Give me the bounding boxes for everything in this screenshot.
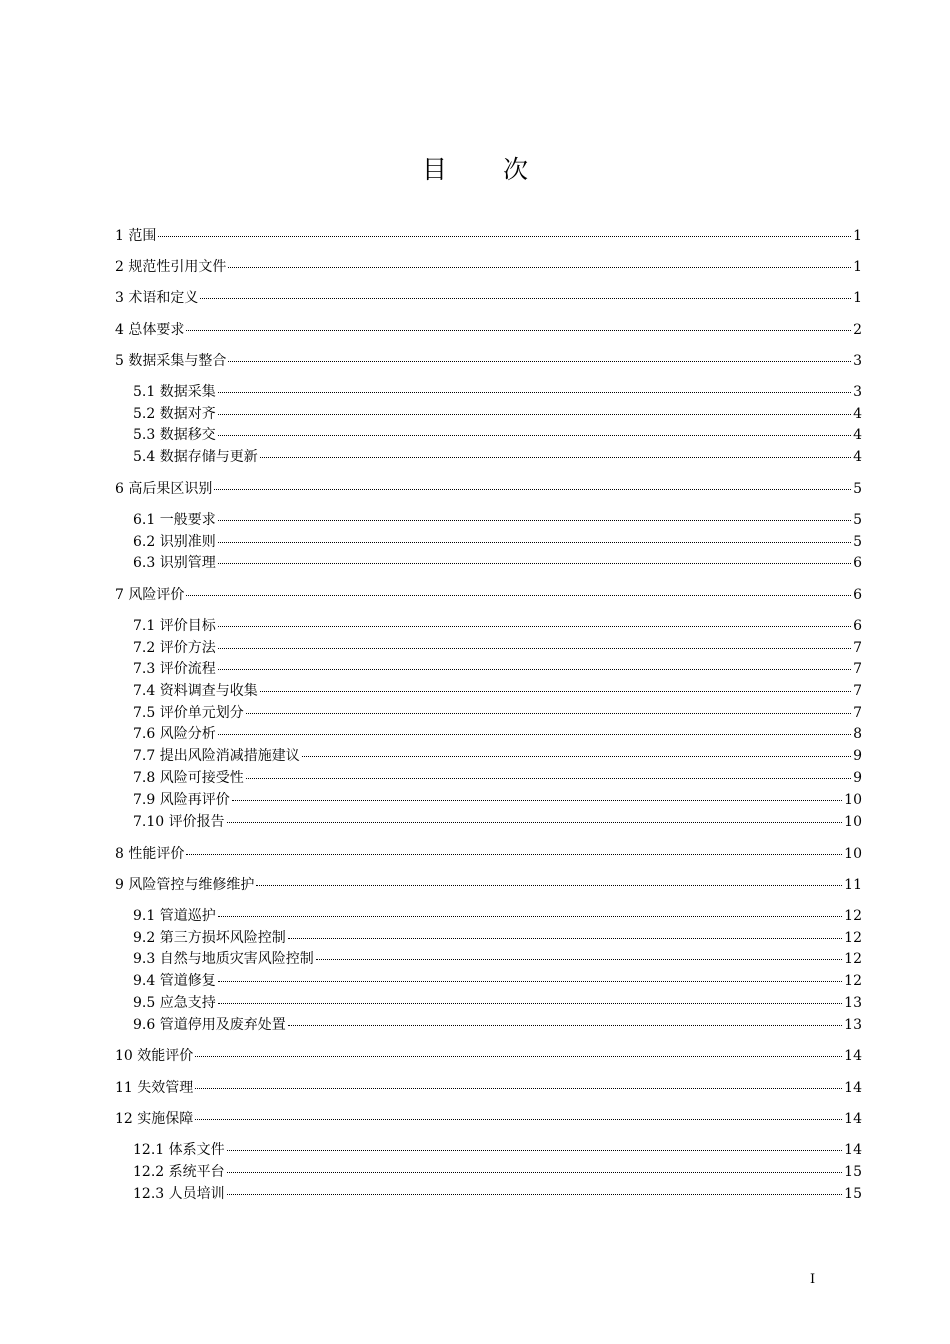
- toc-entry[interactable]: [133, 1141, 862, 1159]
- toc-entry-page: 12: [844, 951, 862, 967]
- toc-leader-dots: [218, 1003, 842, 1004]
- toc-entry-label: 5.1 数据采集: [133, 384, 216, 400]
- toc-entry[interactable]: [133, 1163, 862, 1181]
- toc-entry-page: 5: [853, 481, 862, 497]
- toc-entry-page: 9: [853, 748, 862, 764]
- page-number: I: [810, 1272, 816, 1287]
- toc-entry[interactable]: [115, 876, 862, 894]
- toc-entry-page: 8: [853, 726, 862, 742]
- toc-entry[interactable]: [115, 1110, 862, 1128]
- toc-leader-dots: [186, 595, 851, 596]
- toc-entry[interactable]: [133, 405, 862, 423]
- toc-entry-page: 10: [844, 814, 862, 830]
- toc-entry-label: 11 失效管理: [115, 1080, 194, 1096]
- toc-leader-dots: [218, 648, 851, 649]
- toc-entry[interactable]: [133, 1185, 862, 1203]
- toc-entry-label: 2 规范性引用文件: [115, 259, 227, 275]
- toc-leader-dots: [260, 691, 851, 692]
- toc-entry-label: 5.4 数据存储与更新: [133, 449, 258, 465]
- toc-entry-label: 3 术语和定义: [115, 290, 199, 306]
- toc-entry[interactable]: [133, 383, 862, 401]
- toc-leader-dots: [232, 800, 842, 801]
- toc-leader-dots: [246, 778, 851, 779]
- toc-entry-label: 9.1 管道巡护: [133, 908, 216, 924]
- toc-entry-page: 2: [853, 322, 862, 338]
- toc-entry[interactable]: [133, 725, 862, 743]
- toc-entry[interactable]: [115, 480, 862, 498]
- toc-leader-dots: [218, 520, 851, 521]
- toc-entry-label: 7.8 风险可接受性: [133, 770, 244, 786]
- toc-leader-dots: [288, 1025, 842, 1026]
- toc-entry-page: 15: [844, 1186, 862, 1202]
- toc-entry-label: 10 效能评价: [115, 1048, 194, 1064]
- toc-entry-page: 11: [844, 877, 862, 893]
- toc-leader-dots: [246, 713, 851, 714]
- toc-leader-dots: [218, 734, 851, 735]
- toc-entry-label: 5.3 数据移交: [133, 427, 216, 443]
- toc-entry-page: 4: [853, 406, 862, 422]
- toc-entry[interactable]: [133, 639, 862, 657]
- toc-entry[interactable]: [133, 704, 862, 722]
- toc-entry-label: 9.3 自然与地质灾害风险控制: [133, 951, 314, 967]
- toc-leader-dots: [218, 542, 851, 543]
- toc-entry-label: 12 实施保障: [115, 1111, 194, 1127]
- toc-entry-page: 13: [844, 995, 862, 1011]
- toc-entry[interactable]: [115, 289, 862, 307]
- toc-leader-dots: [227, 1172, 843, 1173]
- toc-entry-page: 1: [853, 290, 862, 306]
- toc-entry-label: 12.3 人员培训: [133, 1186, 225, 1202]
- toc-entry[interactable]: [133, 426, 862, 444]
- toc-entry[interactable]: [133, 554, 862, 572]
- toc-entry[interactable]: [115, 586, 862, 604]
- toc-leader-dots: [227, 1194, 843, 1195]
- toc-entry[interactable]: [133, 511, 862, 529]
- toc-entry-page: 7: [853, 661, 862, 677]
- toc-entry-page: 5: [853, 512, 862, 528]
- toc-entry-page: 15: [844, 1164, 862, 1180]
- toc-entry-page: 7: [853, 640, 862, 656]
- toc-leader-dots: [186, 330, 851, 331]
- toc-leader-dots: [302, 756, 851, 757]
- toc-leader-dots: [195, 1088, 842, 1089]
- toc-entry[interactable]: [133, 929, 862, 947]
- toc-entry-label: 12.1 体系文件: [133, 1142, 225, 1158]
- toc-leader-dots: [260, 457, 851, 458]
- toc-entry[interactable]: [115, 1079, 862, 1097]
- toc-entry-label: 7.3 评价流程: [133, 661, 216, 677]
- toc-entry-page: 4: [853, 427, 862, 443]
- toc-entry-label: 1 范围: [115, 228, 157, 244]
- toc-entry-page: 6: [853, 618, 862, 634]
- toc-leader-dots: [195, 1056, 842, 1057]
- toc-leader-dots: [227, 1150, 843, 1151]
- toc-entry-page: 7: [853, 683, 862, 699]
- toc-leader-dots: [218, 626, 851, 627]
- toc-entry-label: 8 性能评价: [115, 846, 185, 862]
- toc-entry-page: 3: [853, 353, 862, 369]
- toc-entry[interactable]: [133, 907, 862, 925]
- toc-entry-page: 12: [844, 930, 862, 946]
- toc-leader-dots: [214, 489, 851, 490]
- toc-entry-label: 7.1 评价目标: [133, 618, 216, 634]
- toc-entry[interactable]: [133, 813, 862, 831]
- toc-entry-label: 7.9 风险再评价: [133, 792, 230, 808]
- toc-entry[interactable]: [115, 352, 862, 370]
- toc-entry-page: 9: [853, 770, 862, 786]
- toc-entry[interactable]: [133, 1016, 862, 1034]
- toc-entry-page: 14: [844, 1048, 862, 1064]
- toc-entry[interactable]: [115, 321, 862, 339]
- toc-leader-dots: [227, 822, 843, 823]
- toc-leader-dots: [228, 361, 851, 362]
- toc-entry-label: 9 风险管控与维修维护: [115, 877, 255, 893]
- toc-entry-page: 13: [844, 1017, 862, 1033]
- toc-entry[interactable]: [115, 227, 862, 245]
- toc-entry-label: 7.2 评价方法: [133, 640, 216, 656]
- toc-entry-label: 9.5 应急支持: [133, 995, 216, 1011]
- toc-entry[interactable]: [115, 1047, 862, 1065]
- toc-entry-page: 10: [844, 792, 862, 808]
- toc-entry-label: 6 高后果区识别: [115, 481, 213, 497]
- toc-entry-label: 5.2 数据对齐: [133, 406, 216, 422]
- toc-entry-page: 14: [844, 1080, 862, 1096]
- toc-leader-dots: [218, 563, 851, 564]
- toc-entry-page: 3: [853, 384, 862, 400]
- page-title: 目 次: [422, 155, 552, 184]
- toc-leader-dots: [228, 267, 851, 268]
- toc-entry[interactable]: [133, 950, 862, 968]
- toc-entry-page: 14: [844, 1111, 862, 1127]
- toc-entry-label: 7.6 风险分析: [133, 726, 216, 742]
- toc-entry-label: 5 数据采集与整合: [115, 353, 227, 369]
- toc-entry[interactable]: [133, 617, 862, 635]
- toc-entry-label: 7.5 评价单元划分: [133, 705, 244, 721]
- toc-leader-dots: [256, 885, 842, 886]
- toc-entry[interactable]: [115, 845, 862, 863]
- toc-entry-page: 4: [853, 449, 862, 465]
- toc-entry-label: 4 总体要求: [115, 322, 185, 338]
- toc-entry-page: 10: [844, 846, 862, 862]
- toc-entry-page: 1: [853, 259, 862, 275]
- toc-entry-label: 9.6 管道停用及废弃处置: [133, 1017, 286, 1033]
- toc-entry[interactable]: [133, 994, 862, 1012]
- toc-entry-label: 7.10 评价报告: [133, 814, 225, 830]
- toc-entry-page: 6: [853, 555, 862, 571]
- toc-entry[interactable]: [133, 769, 862, 787]
- toc-entry-label: 12.2 系统平台: [133, 1164, 225, 1180]
- toc-entry-page: 12: [844, 973, 862, 989]
- toc-entry[interactable]: [133, 972, 862, 990]
- toc-entry-page: 14: [844, 1142, 862, 1158]
- toc-entry-label: 7.7 提出风险消减措施建议: [133, 748, 300, 764]
- toc-leader-dots: [218, 435, 851, 436]
- toc-entry-page: 7: [853, 705, 862, 721]
- toc-entry-page: 12: [844, 908, 862, 924]
- toc-entry[interactable]: [115, 258, 862, 276]
- toc-leader-dots: [218, 916, 842, 917]
- toc-entry-label: 6.3 识别管理: [133, 555, 216, 571]
- toc-entry-page: 1: [853, 228, 862, 244]
- toc-entry-label: 6.1 一般要求: [133, 512, 216, 528]
- toc-entry-label: 7 风险评价: [115, 587, 185, 603]
- toc-entry-page: 6: [853, 587, 862, 603]
- toc-leader-dots: [186, 854, 842, 855]
- toc-entry-label: 9.4 管道修复: [133, 973, 216, 989]
- toc-entry-label: 6.2 识别准则: [133, 534, 216, 550]
- toc-leader-dots: [218, 392, 851, 393]
- toc-entry[interactable]: [133, 533, 862, 551]
- toc-entry[interactable]: [133, 682, 862, 700]
- toc-entry-label: 7.4 资料调查与收集: [133, 683, 258, 699]
- toc-entry[interactable]: [133, 791, 862, 809]
- toc-entry[interactable]: [133, 747, 862, 765]
- toc-leader-dots: [288, 938, 842, 939]
- toc-leader-dots: [158, 236, 851, 237]
- toc-entry-page: 5: [853, 534, 862, 550]
- toc-entry-label: 9.2 第三方损坏风险控制: [133, 930, 286, 946]
- toc-leader-dots: [218, 981, 842, 982]
- toc-leader-dots: [200, 298, 851, 299]
- toc-leader-dots: [218, 414, 851, 415]
- toc-entry[interactable]: [133, 660, 862, 678]
- toc-entry[interactable]: [133, 448, 862, 466]
- toc-leader-dots: [218, 669, 851, 670]
- toc-leader-dots: [316, 959, 842, 960]
- toc-leader-dots: [195, 1119, 842, 1120]
